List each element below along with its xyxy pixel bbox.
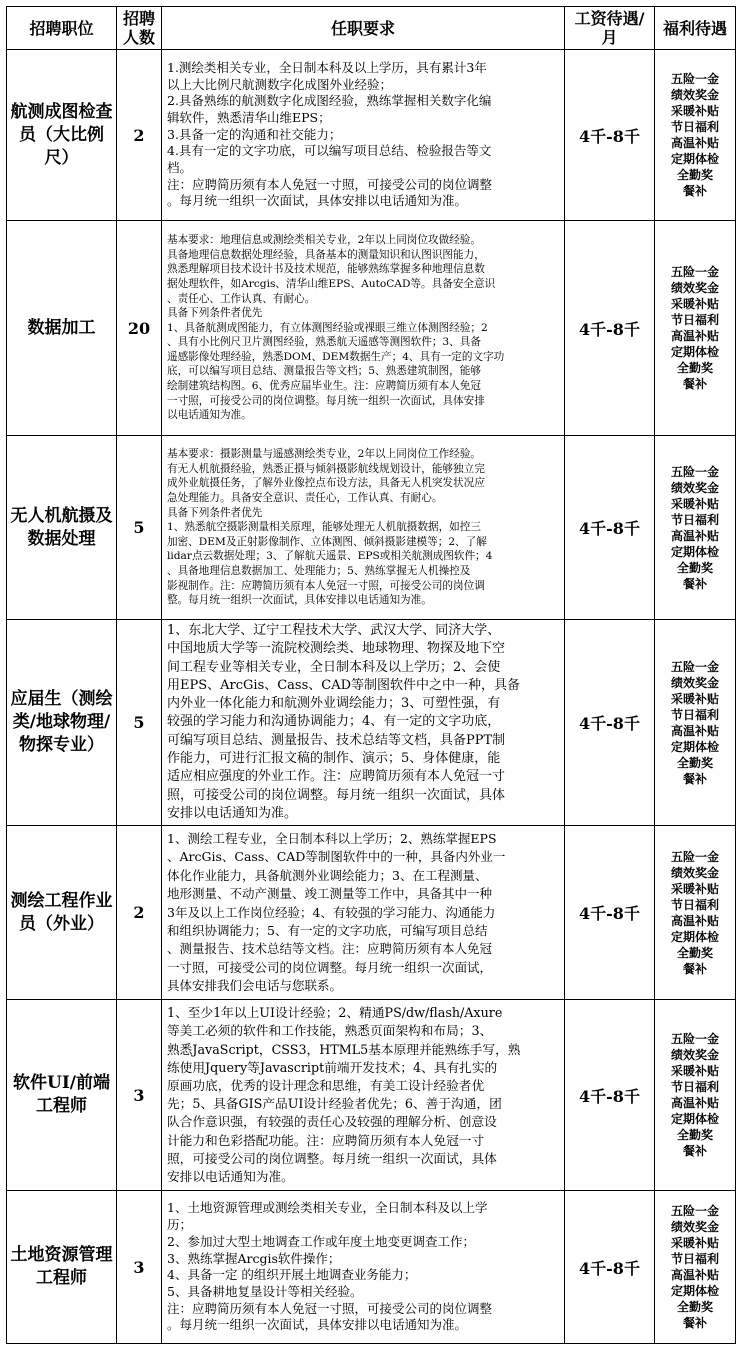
benefit-item: 高温补贴: [670, 1096, 719, 1111]
requirement-line: 地形测量、不动产测量、竣工测量等工作中，具备其中一种: [167, 886, 493, 902]
requirement-line: 5、具备耕地复垦设计等相关经验。: [167, 1283, 363, 1299]
requirement-line: 1、熟悉航空摄影测量相关原理，能够处理无人机航摄数据，如控三: [167, 521, 481, 534]
benefits-cell: [655, 50, 736, 221]
requirement-line: 、责任心、工作认真、有耐心。: [167, 292, 316, 305]
benefit-item: 高温补贴: [670, 329, 719, 343]
count-cell: 20: [117, 221, 162, 436]
benefit-item: 餐补: [682, 961, 707, 976]
benefit-item: 五险一金: [670, 464, 719, 479]
position-cell: 数据加工: [7, 221, 117, 436]
header-requirements: 任职要求: [162, 7, 565, 50]
benefit-item: 节日福利: [670, 1080, 719, 1095]
requirements-cell: [162, 620, 565, 826]
requirement-line: 以上大比例尺航测数字化成图外业经验；: [167, 76, 393, 92]
benefit-item: 定期体检: [670, 929, 719, 944]
header-benefits: 福利待遇: [655, 7, 736, 50]
requirement-line: 遥感影像处理经验，熟悉DOM、DEM数据生产；4、具有一定的文字功: [167, 350, 505, 363]
requirement-line: 。每月统一组织一次面试，具体安排以电话通知为准。: [167, 193, 468, 209]
benefit-item: 餐补: [682, 576, 707, 591]
benefit-item: 高温补贴: [670, 528, 719, 543]
benefit-item: 绩效奖金: [670, 281, 719, 295]
requirement-line: 一寸照，可接受公司的岗位调整。每月统一组织一次面试，具体安排: [167, 394, 485, 407]
requirement-line: 档。: [167, 160, 193, 176]
requirement-line: 1、具备航测成图能力，有立体测图经验或裸眼三维立体测图经验；2: [167, 321, 488, 334]
requirement-line: 和组织协调能力；5、有一定的文字功底，可编写项目总结: [167, 922, 488, 938]
requirement-line: 历；: [167, 1217, 193, 1233]
salary-cell: 4千-8千: [565, 826, 655, 1000]
requirement-line: 安排以电话通知为准。: [167, 1169, 294, 1185]
benefit-item: 采暖补贴: [670, 104, 719, 118]
benefit-item: 餐补: [682, 184, 707, 198]
benefit-item: 采暖补贴: [670, 881, 719, 896]
benefit-item: 采暖补贴: [670, 691, 719, 706]
benefit-item: 全勤奖: [676, 168, 713, 182]
benefit-item: 采暖补贴: [670, 1236, 719, 1251]
requirement-line: 基本要求：摄影测量与遥感测绘类专业，2年以上同岗位工作经验。: [167, 448, 481, 461]
benefit-item: 绩效奖金: [670, 675, 719, 690]
benefit-item: 五险一金: [670, 265, 719, 279]
requirement-line: 具备下列条件者优先: [167, 506, 263, 519]
position-cell: 应届生（测绘类/地球物理/物探专业）: [7, 620, 117, 826]
benefit-item: 五险一金: [670, 659, 719, 674]
requirement-line: 有无人机航摄经验，熟悉正摄与倾斜摄影航线规划设计，能够独立完: [167, 462, 485, 475]
position-cell: 软件UI/前端工程师: [7, 1000, 117, 1191]
salary-cell: 4千-8千: [565, 1191, 655, 1344]
requirement-line: 安排以电话通知为准。: [167, 805, 298, 821]
recruitment-table: [6, 6, 736, 1344]
benefit-item: 节日福利: [670, 512, 719, 527]
requirement-line: 1、东北大学、辽宁工程技术大学、武汉大学、同济大学、: [167, 623, 501, 638]
requirement-line: 辑软件，熟悉清华山维EPS；: [167, 109, 331, 125]
requirement-line: 注：应聘简历须有本人免冠一寸照，可接受公司的岗位调整: [167, 176, 493, 192]
count-cell: 2: [117, 50, 162, 221]
requirement-line: lidar点云数据处理；3、了解航天遥景、EPS或相关航测成图软件；4: [167, 550, 493, 563]
benefit-item: 餐补: [682, 1144, 707, 1159]
position-cell: 测绘工程作业员（外业）: [7, 826, 117, 1000]
table-row: [7, 221, 736, 436]
requirement-line: 先；5、具备GIS产品UI设计经验者优先；6、善于沟通，团: [167, 1096, 502, 1112]
requirement-line: 、具有小比例尺卫片测图经验，熟悉航天遥感等测图软件；3、具备: [167, 336, 481, 349]
requirement-line: 熟悉JavaScript，CSS3，HTML5基本原理并能熟练手写，熟: [167, 1041, 521, 1057]
benefit-item: 采暖补贴: [670, 297, 719, 311]
benefit-item: 全勤奖: [676, 945, 713, 960]
benefit-item: 定期体检: [670, 544, 719, 559]
requirement-line: 急处理能力。具备安全意识、责任心，工作认真、有耐心。: [167, 492, 443, 505]
benefit-item: 餐补: [682, 1316, 707, 1331]
requirement-line: 加密、DEM及正射影像制作、立体测图、倾斜摄影建模等；2、了解: [167, 535, 487, 548]
table-row: [7, 826, 736, 1000]
requirement-line: 一寸照，可接受公司的岗位调整。每月统一组织一次面试，: [167, 959, 493, 975]
requirement-line: 可编写项目总结、测量报告、技术总结等文档，具备PPT制: [167, 732, 506, 748]
benefit-item: 全勤奖: [676, 755, 713, 770]
requirement-line: 中国地质大学等一流院校测绘类、地球物理、物探及地下空: [167, 641, 506, 657]
requirement-line: 较强的学习能力和沟通协调能力；4、有一定的文字功底，: [167, 714, 501, 730]
benefit-item: 节日福利: [670, 707, 719, 722]
salary-cell: 4千-8千: [565, 1000, 655, 1191]
count-cell: 3: [117, 1191, 162, 1344]
requirement-line: 作能力，可进行汇报文稿的制作、演示；5、身体健康，能: [167, 751, 501, 767]
position-cell: 航测成图检查员（大比例尺）: [7, 50, 117, 221]
benefit-item: 定期体检: [670, 345, 719, 359]
count-cell: 2: [117, 826, 162, 1000]
count-cell: 3: [117, 1000, 162, 1191]
requirements-cell: [162, 221, 565, 436]
position-cell: 无人机航摄及数据处理: [7, 436, 117, 620]
requirements-cell: [162, 1000, 565, 1191]
benefit-item: 全勤奖: [676, 1300, 713, 1315]
benefits-cell: [655, 826, 736, 1000]
requirement-line: 注：应聘简历须有本人免冠一寸照，可接受公司的岗位调整: [167, 1300, 493, 1316]
position-cell: 土地资源管理工程师: [7, 1191, 117, 1344]
requirement-line: 等美工必须的软件和工作技能，熟悉页面架构和布局；3、: [167, 1023, 493, 1039]
requirement-line: 、具备地理信息数据加工、处理能力；5、熟练掌握无人机操控及: [167, 564, 471, 577]
benefit-item: 定期体检: [670, 739, 719, 754]
requirement-line: 、ArcGis、Cass、CAD等制图软件中的一种，具备内外业一: [167, 849, 506, 865]
requirement-line: 4、具备一定 的组织开展土地调查业务能力；: [167, 1267, 417, 1283]
benefit-item: 全勤奖: [676, 1128, 713, 1143]
benefit-item: 绩效奖金: [670, 1048, 719, 1063]
header-salary: 工资待遇/ 月: [565, 7, 655, 50]
table-row: [7, 436, 736, 620]
salary-cell: 4千-8千: [565, 221, 655, 436]
benefit-item: 节日福利: [670, 120, 719, 134]
table-row: [7, 50, 736, 221]
requirement-line: 间工程专业等相关专业，全日制本科及以上学历；2、会使: [167, 659, 501, 675]
requirement-line: 1、测绘工程专业，全日制本科以上学历；2、熟练掌握EPS: [167, 830, 497, 846]
requirement-line: 基本要求：地理信息或测绘类相关专业，2年以上同岗位攻做经验。: [167, 234, 481, 247]
benefit-item: 五险一金: [670, 72, 719, 86]
requirement-line: 整。每月统一组织一次面试，具体安排以电话通知为准。: [167, 594, 432, 607]
requirement-line: 具备地理信息数据处理经验，具备基本的测量知识和认图识图能力，: [167, 248, 485, 261]
benefit-item: 餐补: [682, 377, 707, 391]
benefit-item: 五险一金: [670, 1204, 719, 1219]
benefit-item: 节日福利: [670, 1252, 719, 1267]
benefit-item: 五险一金: [670, 1032, 719, 1047]
requirement-line: 用EPS、ArcGis、Cass、CAD等制图软件中之中一种，具备: [167, 677, 521, 693]
requirement-line: 影视制作。注：应聘简历须有本人免冠一寸照，可接受公司的岗位调: [167, 579, 485, 592]
table-row: [7, 1000, 736, 1191]
benefit-item: 节日福利: [670, 897, 719, 912]
benefit-item: 高温补贴: [670, 913, 719, 928]
requirement-line: 练使用Jquery等Javascript前端开发技术；4、具有扎实的: [167, 1059, 498, 1075]
requirement-line: 。每月统一组织一次面试，具体安排以电话通知为准。: [167, 1317, 468, 1333]
benefits-cell: [655, 1191, 736, 1344]
requirement-line: 3.具备一定的沟通和社交能力；: [167, 126, 342, 142]
header-row: [7, 7, 736, 50]
count-cell: 5: [117, 436, 162, 620]
benefit-item: 定期体检: [670, 1284, 719, 1299]
requirement-line: 熟悉理解项目技术设计书及技术规范，能够熟练掌握多种地理信息数: [167, 263, 485, 276]
benefits-cell: [655, 620, 736, 826]
requirement-line: 具体安排我们会电话与您联系。: [167, 978, 343, 994]
requirement-line: 1、至少1年以上UI设计经验；2、精通PS/dw/flash/Axure: [167, 1005, 503, 1021]
benefits-cell: [655, 1000, 736, 1191]
benefit-item: 绩效奖金: [670, 88, 719, 102]
requirements-cell: [162, 826, 565, 1000]
benefit-item: 绩效奖金: [670, 480, 719, 495]
requirement-line: 计能力和色彩搭配功能。注：应聘简历须有本人免冠一寸: [167, 1132, 485, 1148]
benefit-item: 全勤奖: [676, 361, 713, 375]
requirement-line: 内外业一体化能力和航测外业调绘能力；3、可塑性强，有: [167, 696, 501, 712]
salary-cell: 4千-8千: [565, 50, 655, 221]
benefit-item: 绩效奖金: [670, 865, 719, 880]
benefits-cell: [655, 436, 736, 620]
benefit-item: 采暖补贴: [670, 1064, 719, 1079]
requirement-line: 原画功底，优秀的设计理念和思维，有美工设计经验者优: [167, 1078, 485, 1094]
requirement-line: 适应相应强度的外业工作。注：应聘简历须有本人免冠一寸: [167, 769, 506, 785]
requirement-line: 具备下列条件者优先: [167, 307, 263, 320]
benefit-item: 高温补贴: [670, 1268, 719, 1283]
requirements-cell: [162, 436, 565, 620]
requirement-line: 1.测绘类相关专业，全日制本科及以上学历，具有累计3年: [167, 59, 487, 75]
requirement-line: 、测量报告、技术总结等文档。注：应聘简历须有本人免冠: [167, 941, 493, 957]
benefit-item: 绩效奖金: [670, 1220, 719, 1235]
requirement-line: 2、参加过大型土地调查工作或年度土地变更调查工作；: [167, 1233, 475, 1249]
requirement-line: 照，可接受公司的岗位调整。每月统一组织一次面试，具体: [167, 1150, 497, 1166]
salary-cell: 4千-8千: [565, 436, 655, 620]
requirement-line: 绘制建筑结构图。6、优秀应届毕业生。注：应聘简历须有本人免冠: [167, 380, 481, 393]
requirement-line: 底，可以编写项目总结、测量报告等文档；5、熟悉建筑制图，能够: [167, 365, 481, 378]
requirement-line: 以电话通知为准。: [167, 409, 252, 422]
requirement-line: 3、熟练掌握Arcgis软件操作；: [167, 1250, 341, 1266]
salary-cell: 4千-8千: [565, 620, 655, 826]
requirement-line: 据处理软件，如Arcgis、清华山维EPS、AutoCAD等。具备安全意识: [167, 277, 496, 290]
table-row: [7, 1191, 736, 1344]
requirement-line: 成外业航摄任务，了解外业像控点布设方法，具备无人机突发状况应: [167, 477, 485, 490]
requirement-line: 体化作业能力，具备航测外业调绘能力；3、在工程测量、: [167, 867, 488, 883]
benefit-item: 定期体检: [670, 152, 719, 166]
benefit-item: 五险一金: [670, 849, 719, 864]
requirement-line: 2.具备熟练的航测数字化成图经验，熟练掌握相关数字化编: [167, 93, 492, 109]
requirement-line: 4.具有一定的文字功底，可以编写项目总结、检验报告等文: [167, 143, 492, 159]
header-position: 招聘职位: [7, 7, 117, 50]
requirements-cell: [162, 50, 565, 221]
benefit-item: 高温补贴: [670, 723, 719, 738]
requirement-line: 1、土地资源管理或测绘类相关专业，全日制本科及以上学: [167, 1200, 488, 1216]
benefits-cell: [655, 221, 736, 436]
table-row: [7, 620, 736, 826]
requirements-cell: [162, 1191, 565, 1344]
benefit-item: 节日福利: [670, 313, 719, 327]
requirement-line: 3年及以上工作岗位经验；4、有较强的学习能力、沟通能力: [167, 904, 496, 920]
benefit-item: 定期体检: [670, 1112, 719, 1127]
benefit-item: 采暖补贴: [670, 496, 719, 511]
requirement-line: 队合作意识强，有较强的责任心及较强的理解分析、创意设: [167, 1114, 497, 1130]
benefit-item: 高温补贴: [670, 136, 719, 150]
count-cell: 5: [117, 620, 162, 826]
benefit-item: 餐补: [682, 771, 707, 786]
header-count: 招聘 人数: [117, 7, 162, 50]
benefit-item: 全勤奖: [676, 560, 713, 575]
requirement-line: 照，可接受公司的岗位调整。每月统一组织一次面试，具体: [167, 787, 506, 803]
